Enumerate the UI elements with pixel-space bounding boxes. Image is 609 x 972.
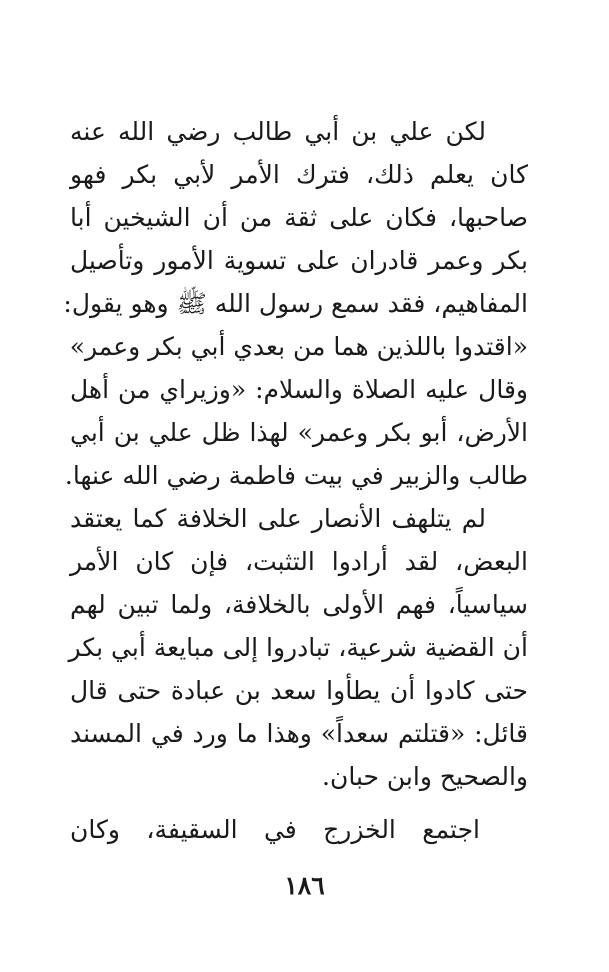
text-line: المفاهيم، فقد سمع رسول الله ﷺ وهو يقول:: [63, 289, 528, 318]
text-line: صاحبها، فكان على ثقة من أن الشيخين أبا: [70, 203, 528, 232]
text-line: أن القضية شرعية، تبادروا إلى مبايعة أبي بكر: [68, 633, 528, 662]
text-line: حتى كادوا أن يطأوا سعد بن عبادة حتى قال: [70, 676, 528, 705]
paragraph-3: [70, 808, 528, 851]
text-line: البعض، لقد أرادوا التثبت، فإن كان الأمر: [70, 547, 528, 576]
text-line: «اقتدوا باللذين هما من بعدي أبي بكر وعمر»: [69, 332, 528, 361]
text-line: اجتمع الخزرج في السقيفة، وكان: [70, 815, 480, 844]
paragraph-2: [70, 497, 528, 798]
text-line: والصحيح وابن حبان.: [322, 762, 528, 791]
page-number: ١٨٦: [284, 871, 325, 900]
text-line: كان يعلم ذلك، فترك الأمر لأبي بكر فهو: [70, 160, 528, 189]
text-line: بكر وعمر قادران على تسوية الأمور وتأصيل: [70, 246, 528, 275]
text-line: طالب والزبير في بيت فاطمة رضي الله عنها.: [64, 461, 528, 490]
text-line: لكن علي بن أبي طالب رضي الله عنه: [70, 117, 486, 146]
text-line: قائل: «قتلتم سعداً» وهذا ما ورد في المسند: [70, 719, 528, 748]
text-line: الأرض، أبو بكر وعمر» لهذا ظل علي بن أبي: [70, 418, 528, 447]
text-line: سياسياً، فهم الأولى بالخلافة، ولما تبين لهم: [70, 590, 528, 619]
text-line: وقال عليه الصلاة والسلام: «وزيراي من أهل: [70, 375, 528, 404]
text-line: لم يتلهف الأنصار على الخلافة كما يعتقد: [70, 504, 486, 533]
paragraph-1: [63, 110, 528, 497]
